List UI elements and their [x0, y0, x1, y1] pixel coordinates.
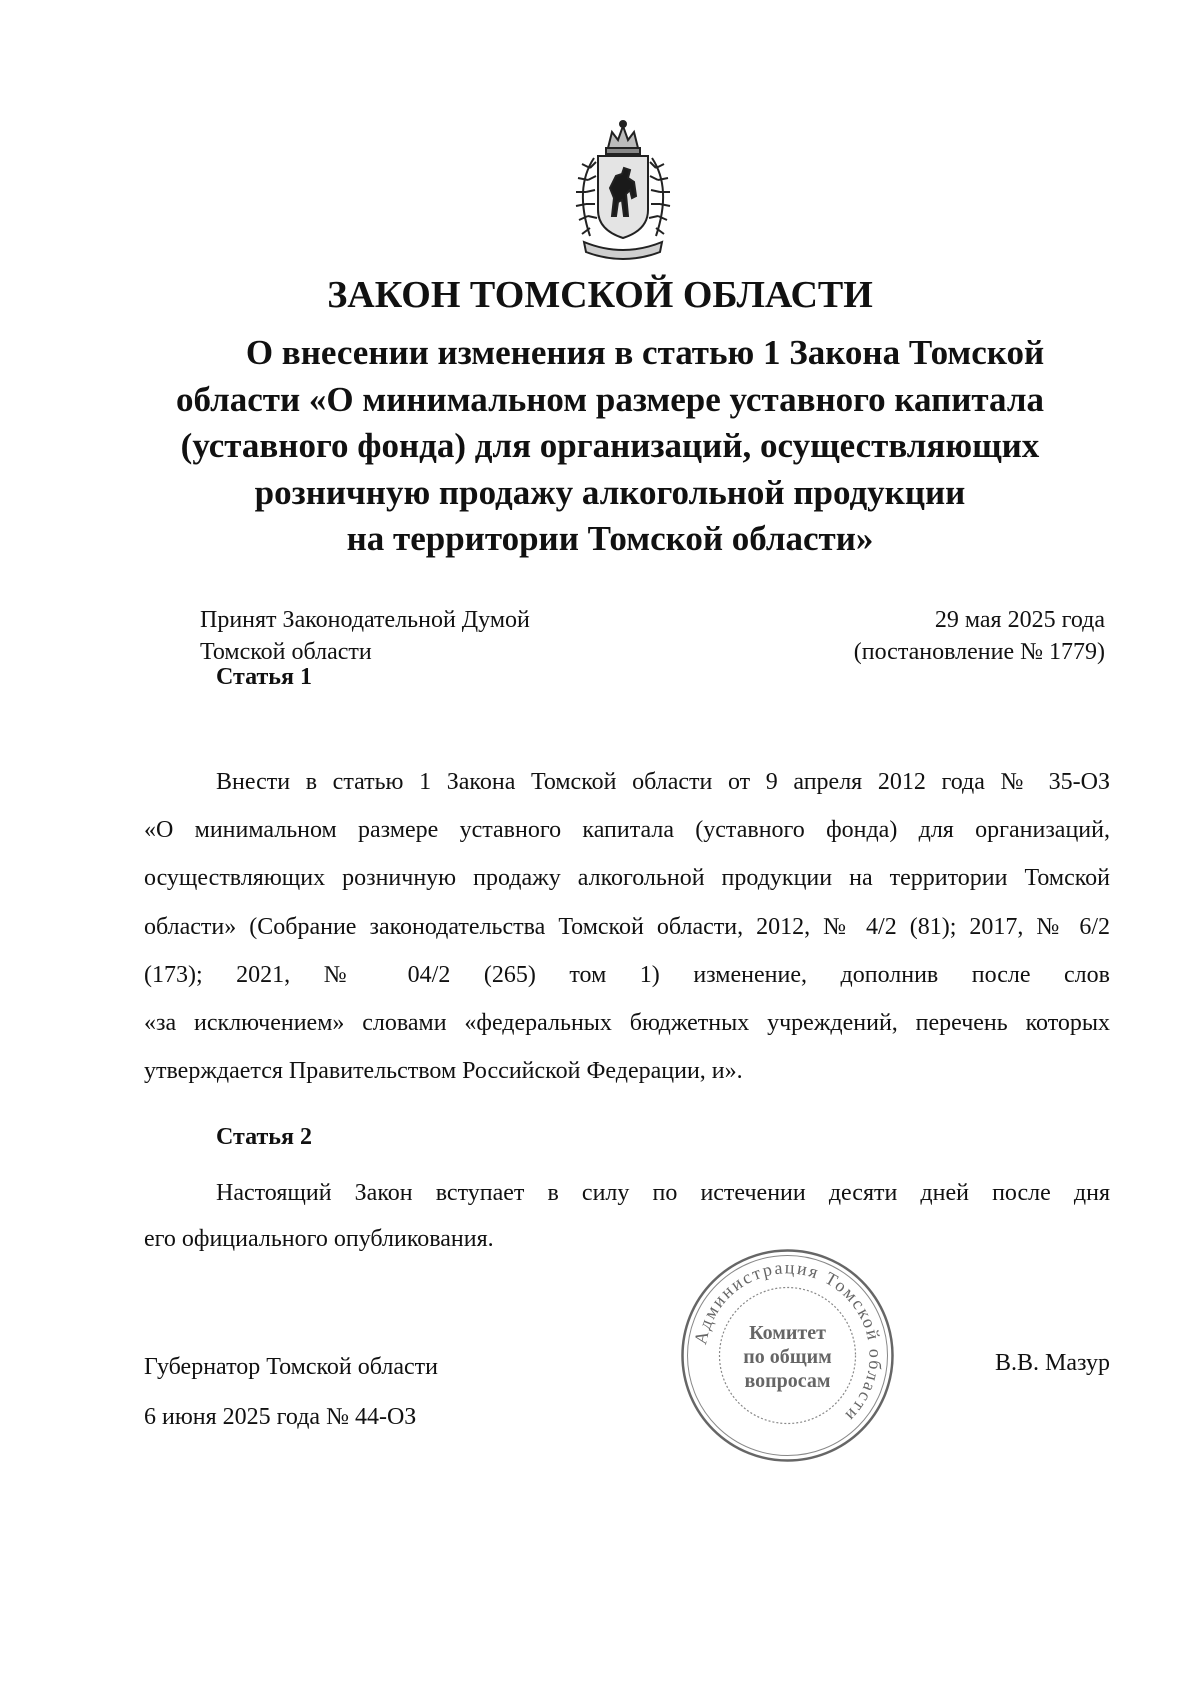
adoption-resolution-line: (постановление № 1779) [853, 639, 1105, 665]
subtitle-line: области «О минимальном размере уставного капитала [175, 379, 1044, 419]
article-line: «за исключением» словами «федеральных бюджетных учреждений, перечень которых [144, 1010, 1110, 1037]
adoption-date-line: 29 мая 2025 года [934, 607, 1105, 633]
adoption-body [200, 604, 530, 668]
adoption-body-line: Принят Законодательной Думой [200, 607, 530, 633]
article-1-heading: Статья 1 [216, 664, 312, 690]
stamp-center-line: Комитет [749, 1322, 826, 1344]
article-line: Настоящий Закон вступает в силу по истечении десяти дней после дня [216, 1180, 1110, 1206]
article-line: Внести в статью 1 Закона Томской области от 9 апреля 2012 года № 35-ОЗ [216, 769, 1110, 795]
article-2-text [144, 1170, 1110, 1262]
article-2-heading: Статья 2 [216, 1124, 312, 1150]
article-line: области» (Собрание законодательства Томской области, 2012, № 4/2 (81); 2017, № 6/2 [144, 913, 1110, 940]
stamp-center-line: вопросам [744, 1370, 831, 1392]
article-line: утверждается Правительством Российской Федерации, и». [144, 1058, 743, 1085]
official-stamp-icon [675, 1243, 900, 1468]
article-line: осуществляющих розничную продажу алкогольной продукции на территории Томской [144, 865, 1110, 892]
article-line: (173); 2021, № 04/2 (265) том 1) изменение, дополнив после слов [144, 961, 1110, 988]
adoption-body-line: Томской области [200, 639, 372, 665]
subtitle-line: на территории Томской области» [346, 519, 874, 558]
adoption-date [854, 604, 1105, 668]
document-subtitle [140, 330, 1080, 563]
signatory-position: Губернатор Томской области [144, 1354, 438, 1380]
signing-date-number: 6 июня 2025 года № 44-ОЗ [144, 1404, 417, 1430]
document-title: ЗАКОН ТОМСКОЙ ОБЛАСТИ [327, 274, 873, 316]
signature-block [144, 1342, 438, 1442]
article-1-text [144, 758, 1110, 1095]
signatory-name: В.В. Мазур [995, 1350, 1110, 1376]
stamp-ring-text: Администрация Томской области [690, 1257, 886, 1427]
subtitle-line: (уставного фонда) для организаций, осуществляющих [180, 426, 1040, 465]
article-line: его официального опубликования. [144, 1226, 494, 1252]
article-line: «О минимальном размере уставного капитала (уставного фонда) для организаций, [144, 817, 1110, 844]
tomsk-region-coat-of-arms-icon [560, 118, 686, 268]
stamp-center-line: по общим [743, 1346, 832, 1368]
subtitle-line: розничную продажу алкогольной продукции [254, 472, 966, 512]
subtitle-line: О внесении изменения в статью 1 Закона Томской [245, 333, 1045, 372]
